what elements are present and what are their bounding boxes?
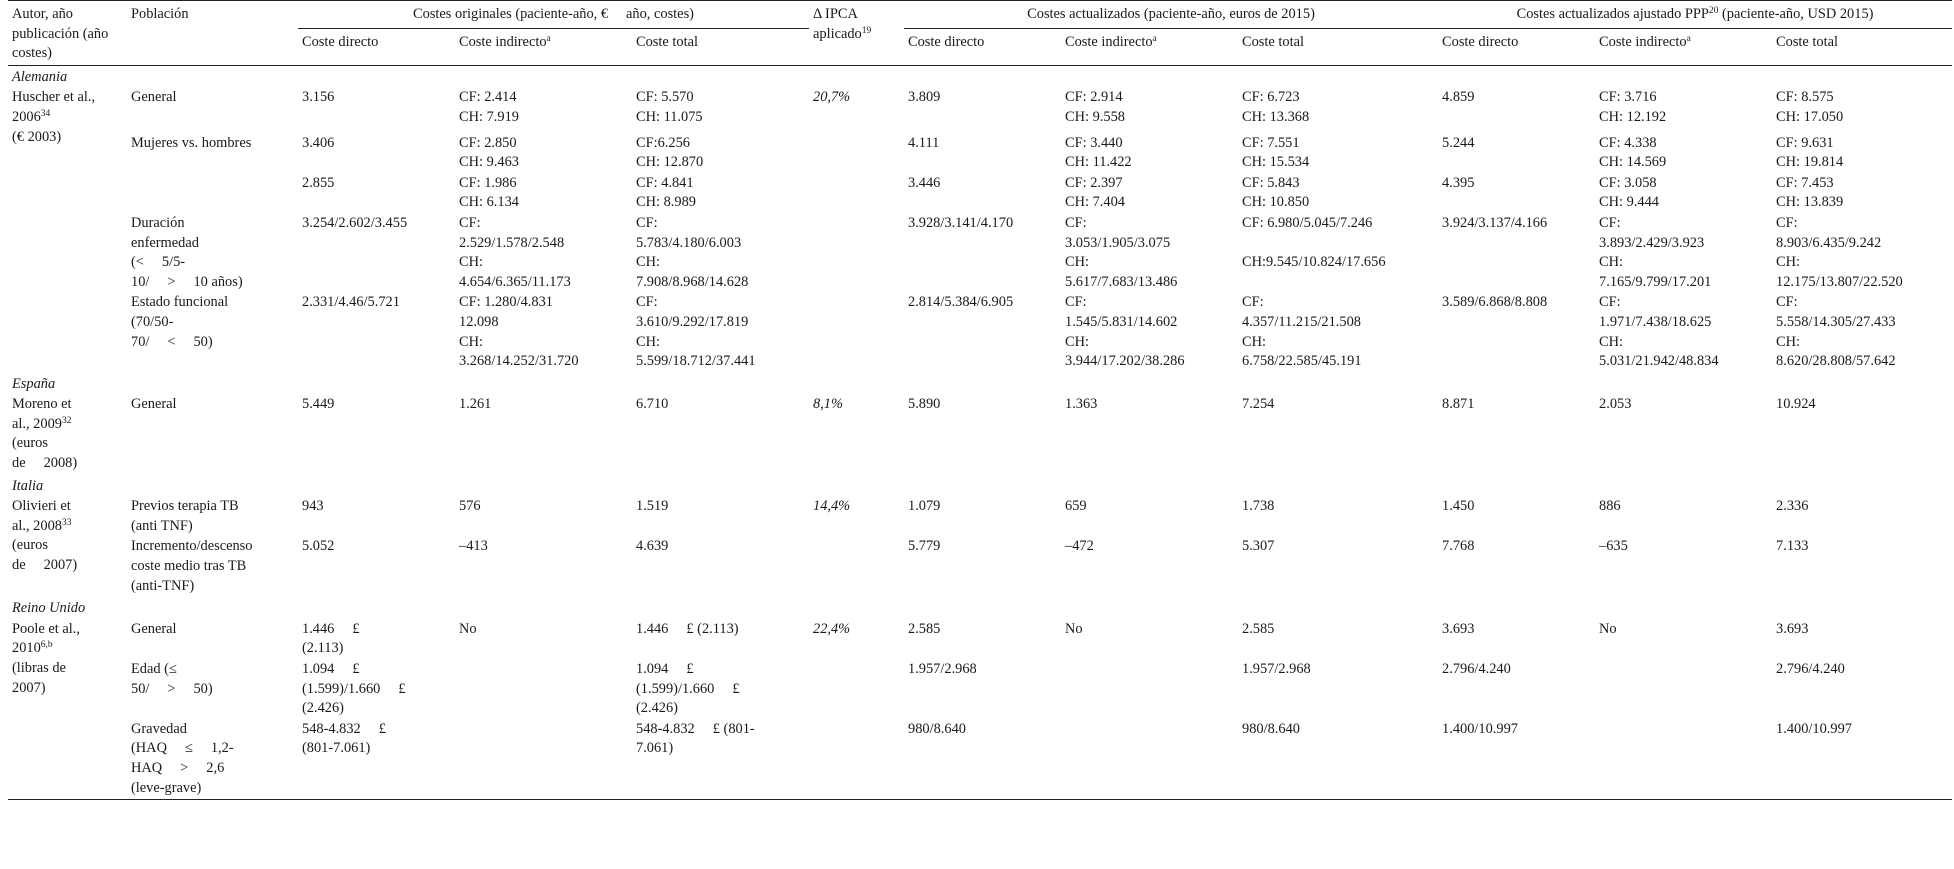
cell: CF: 1.971/7.438/18.625 CH: 5.031/21.942/48.834 — [1599, 294, 1719, 370]
cell: 1.450 — [1442, 498, 1475, 515]
cell: 7.133 — [1776, 538, 1809, 555]
cell: CF: 6.980/5.045/7.246 CH:9.545/10.824/17.656 — [1242, 214, 1386, 271]
cell: CF: 7.551 CH: 15.534 — [1242, 134, 1310, 171]
table-row — [8, 214, 1952, 293]
cell: 659 — [1065, 498, 1087, 515]
table-row — [8, 537, 1952, 597]
table-row — [8, 660, 1952, 720]
cell: CF: 5.843 CH: 10.850 — [1242, 174, 1310, 211]
header-group-updated: Costes actualizados (paciente-año, euros de 2015) — [904, 1, 1438, 29]
cell: CF: 3.610/9.292/17.819 CH: 5.599/18.712/37.441 — [636, 294, 756, 370]
cell: –635 — [1599, 538, 1628, 555]
cell: CF: 7.453 CH: 13.839 — [1776, 174, 1844, 211]
cell: 3.693 — [1776, 620, 1809, 637]
table-row — [8, 395, 1952, 474]
cell — [1595, 720, 1772, 800]
ipca-cell: 14,4% — [813, 498, 851, 515]
cell: CF: 9.631 CH: 19.814 — [1776, 134, 1844, 171]
cell: 886 — [1599, 498, 1621, 515]
cell: 4.859 — [1442, 89, 1475, 106]
population-cell: Duración enfermedad (< 5/5- 10/ > 10 años) — [131, 214, 243, 290]
cell — [1061, 720, 1238, 800]
cell: 1.400/10.997 — [1442, 720, 1518, 737]
cell: 1.363 — [1065, 396, 1098, 413]
cell: CF: 3.440 CH: 11.422 — [1065, 134, 1132, 171]
population-cell: General — [131, 396, 177, 413]
cell: CF: 5.783/4.180/6.003 CH: 7.908/8.968/14.628 — [636, 214, 749, 290]
cell: CF:6.256 CH: 12.870 — [636, 134, 704, 171]
country-label: Alemania — [12, 68, 68, 85]
cell: 2.585 — [908, 620, 941, 637]
ipca-cell: 20,7% — [813, 89, 851, 106]
population-cell: General — [131, 89, 177, 106]
cell: 5.052 — [302, 538, 335, 555]
cell: CF: 3.053/1.905/3.075 CH: 5.617/7.683/13.486 — [1065, 214, 1178, 290]
cell: 2.796/4.240 — [1442, 661, 1511, 677]
cell: 1.738 — [1242, 498, 1275, 515]
country-row-uk — [8, 597, 1952, 620]
header-ppp-total: Coste total — [1776, 34, 1838, 51]
header-subrow — [8, 29, 1952, 65]
population-cell: Gravedad (HAQ ≤ 1,2- HAQ > 2,6 (leve-grave) — [131, 720, 234, 796]
cell — [1061, 660, 1238, 720]
cell: 1.446 £ (2.113) — [302, 620, 360, 657]
ipca-cell: 22,4% — [809, 620, 904, 800]
author-cell: Moreno et al., 2009$^{32}$ (euros de 2008) — [12, 396, 78, 472]
table-row — [8, 620, 1952, 660]
country-row-spain — [8, 373, 1952, 396]
cell: CF: 2.397 CH: 7.404 — [1065, 174, 1125, 211]
table-row — [8, 134, 1952, 174]
cell: 3.406 — [302, 134, 335, 151]
cell: 3.589/6.868/8.808 — [1442, 294, 1548, 311]
cell: No — [1599, 620, 1617, 637]
cell: 5.244 — [1442, 134, 1475, 151]
cell: No — [1065, 620, 1083, 637]
author-cell: Poole et al., 2010$^{6,b}$ (libras de 2007) — [8, 620, 127, 800]
cell: 4.639 — [636, 538, 669, 555]
cell: 3.693 — [1442, 620, 1475, 637]
population-cell: General — [131, 620, 177, 637]
cell: 7.254 — [1242, 396, 1275, 413]
population-cell: Edad (≤ 50/ > 50) — [131, 661, 213, 697]
cell: CF: 6.723 CH: 13.368 — [1242, 89, 1310, 125]
header-ppp-indirect: Coste indirecto$^a$ — [1599, 34, 1691, 51]
cell: –413 — [459, 538, 488, 555]
cell: CF: 8.903/6.435/9.242 CH: 12.175/13.807/22.520 — [1776, 214, 1903, 290]
header-population: Población — [127, 1, 298, 66]
cell: CF: 4.357/11.215/21.508 CH: 6.758/22.585/45.191 — [1242, 294, 1362, 370]
cell: No — [459, 620, 477, 637]
cell: 5.890 — [908, 396, 941, 413]
ipca-cell: 8,1% — [813, 396, 843, 413]
cell: 1.446 £ (2.113) — [636, 620, 739, 637]
cell: CF: 2.914 CH: 9.558 — [1065, 89, 1125, 125]
cost-table — [8, 0, 1952, 800]
cell: 3.809 — [908, 89, 941, 106]
cell — [455, 660, 632, 720]
cell: 7.768 — [1442, 538, 1475, 555]
cell: 2.814/5.384/6.905 — [908, 294, 1014, 311]
author-cell: Huscher et al., 2006$^{34}$ (€ 2003) — [12, 89, 96, 145]
cell: CF: 3.058 CH: 9.444 — [1599, 174, 1659, 211]
cell: 548-4.832 £ (801- 7.061) — [636, 720, 755, 757]
cell: CF: 5.558/14.305/27.433 CH: 8.620/28.808/57.642 — [1776, 294, 1896, 370]
cell: 1.957/2.968 — [1242, 661, 1311, 677]
cell: 1.261 — [459, 396, 492, 413]
cell: 5.779 — [908, 538, 941, 555]
cell: 3.924/3.137/4.166 — [1442, 214, 1548, 231]
cell: 3.446 — [908, 174, 941, 191]
cell: CF: 1.280/4.831 12.098 CH: 3.268/14.252/31.720 — [459, 294, 579, 370]
cell: 1.079 — [908, 498, 941, 515]
cell: 2.796/4.240 — [1776, 661, 1845, 677]
cell — [1595, 660, 1772, 720]
country-label: Italia — [12, 477, 44, 494]
population-cell: Estado funcional (70/50- 70/ < 50) — [131, 294, 229, 350]
header-updated-indirect: Coste indirecto$^a$ — [1065, 34, 1157, 51]
cell: 4.111 — [908, 134, 940, 151]
population-cell: Incremento/descenso coste medio tras TB (anti-TNF) — [131, 538, 253, 594]
cell: 1.094 £ (1.599)/1.660 £ (2.426) — [636, 661, 740, 717]
header-original-total: Coste total — [636, 34, 698, 51]
cell: CF: 2.850 CH: 9.463 — [459, 134, 519, 171]
cell: CF: 1.545/5.831/14.602 CH: 3.944/17.202/38.286 — [1065, 294, 1185, 370]
cell: 548-4.832 £ (801-7.061) — [302, 720, 386, 757]
table-body — [8, 65, 1952, 799]
cell: 3.156 — [302, 89, 335, 106]
cell: –472 — [1065, 538, 1094, 555]
cell: CF: 3.893/2.429/3.923 CH: 7.165/9.799/17.201 — [1599, 214, 1712, 290]
cell: 2.585 — [1242, 620, 1275, 637]
cell: 576 — [459, 498, 481, 515]
header-author: Autor, año publicación (año costes) — [8, 1, 127, 66]
cell: 2.053 — [1599, 396, 1632, 413]
table-header — [8, 1, 1952, 66]
cell: 2.336 — [1776, 498, 1809, 515]
table-row — [8, 293, 1952, 372]
cell: 3.928/3.141/4.170 — [908, 214, 1014, 231]
cell: 8.871 — [1442, 396, 1475, 413]
cell: CF: 5.570 CH: 11.075 — [636, 89, 703, 125]
cell: CF: 2.529/1.578/2.548 CH: 4.654/6.365/11.173 — [459, 214, 571, 290]
cell: CF: 1.986 CH: 6.134 — [459, 174, 519, 211]
table-row — [8, 497, 1952, 537]
header-updated-direct: Coste directo — [908, 34, 985, 51]
author-cell: Olivieri et al., 2008$^{33}$ (euros de 2007) — [12, 498, 78, 574]
table-row — [8, 720, 1952, 800]
country-label: España — [12, 375, 56, 392]
country-row-germany — [8, 65, 1952, 88]
country-label: Reino Unido — [12, 600, 86, 617]
country-row-italy — [8, 475, 1952, 498]
cell: 3.254/2.602/3.455 — [302, 214, 408, 231]
cell: CF: 4.338 CH: 14.569 — [1599, 134, 1667, 171]
cell: 10.924 — [1776, 396, 1816, 413]
table-row — [8, 174, 1952, 214]
cell: 2.855 — [302, 174, 335, 191]
cell: CF: 3.716 CH: 12.192 — [1599, 89, 1667, 125]
cell — [455, 720, 632, 800]
cell: CF: 8.575 CH: 17.050 — [1776, 89, 1844, 125]
population-cell: Mujeres vs. hombres — [131, 134, 252, 151]
header-ppp-direct: Coste directo — [1442, 34, 1519, 51]
cell: 6.710 — [636, 396, 669, 413]
population-cell: Previos terapia TB (anti TNF) — [131, 498, 239, 534]
header-original-indirect: Coste indirecto$^a$ — [459, 34, 551, 51]
cell: 1.519 — [636, 498, 669, 515]
header-original-direct: Coste directo — [302, 34, 379, 51]
cell: 5.307 — [1242, 538, 1275, 555]
cell: 1.094 £ (1.599)/1.660 £ (2.426) — [302, 661, 406, 717]
header-updated-total: Coste total — [1242, 34, 1304, 51]
header-ipca: Δ IPCA aplicado$^{19}$ — [809, 1, 904, 66]
header-group-original: Costes originales (paciente-año, € año, costes) — [298, 1, 809, 29]
cell: 980/8.640 — [908, 720, 966, 737]
cell: 980/8.640 — [1242, 720, 1300, 737]
cell: 1.957/2.968 — [908, 661, 977, 677]
cell: 2.331/4.46/5.721 — [302, 294, 400, 311]
header-group-ppp: Costes actualizados ajustado PPP$^{20}$ (paciente-año, USD 2015) — [1438, 1, 1952, 29]
cell: 1.400/10.997 — [1776, 720, 1852, 737]
cell: CF: 2.414 CH: 7.919 — [459, 89, 519, 125]
table-row — [8, 88, 1952, 133]
cell: 943 — [302, 498, 324, 515]
cell: 5.449 — [302, 396, 335, 413]
population-cell — [127, 174, 298, 214]
cell: 4.395 — [1442, 174, 1475, 191]
cell: CF: 4.841 CH: 8.989 — [636, 174, 696, 211]
